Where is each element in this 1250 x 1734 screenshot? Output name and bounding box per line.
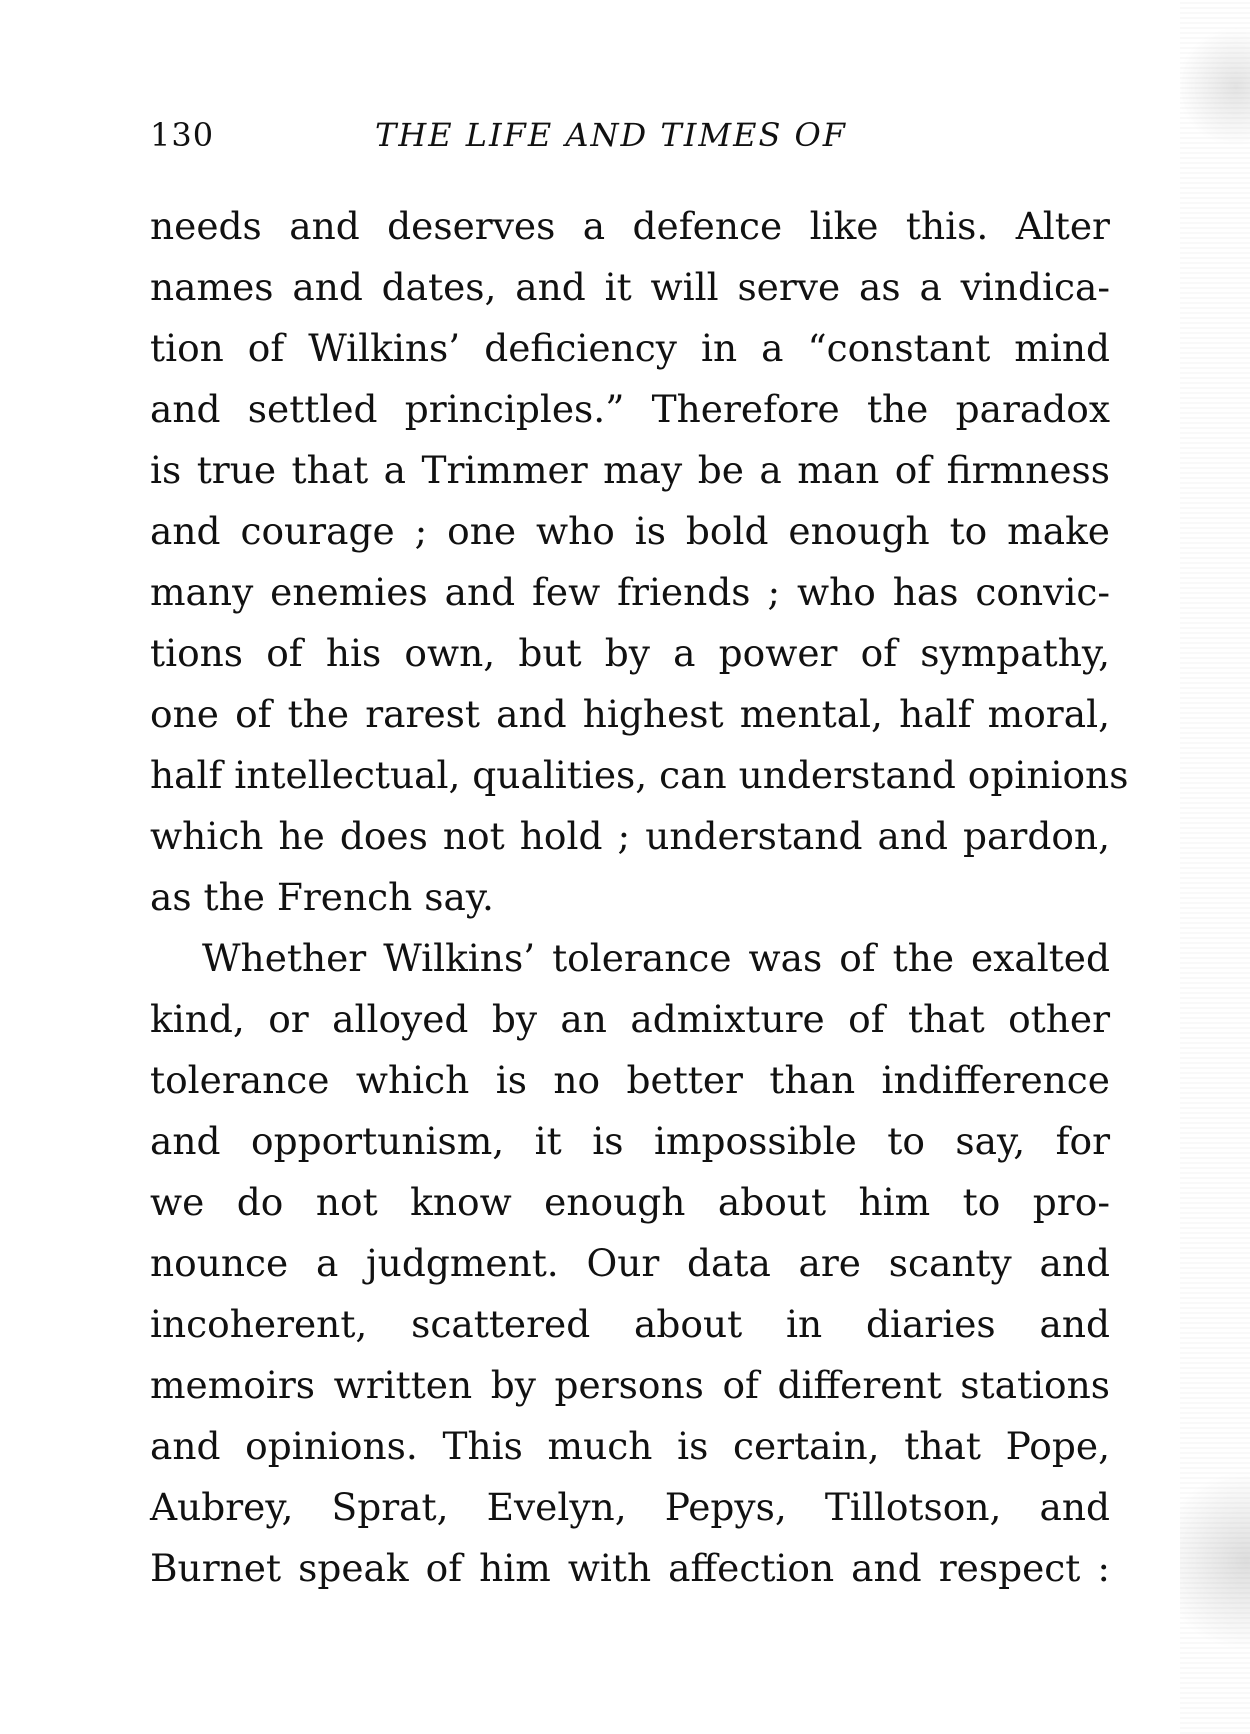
text-line: tions of his own, but by a power of sympathy, bbox=[150, 631, 1110, 675]
text-line: needs and deserves a defence like this. Alter bbox=[150, 204, 1110, 248]
text-line: kind, or alloyed by an admixture of that other bbox=[150, 997, 1110, 1041]
page-header bbox=[150, 116, 1110, 166]
text-line: tion of Wilkins’ deficiency in a “constant mind bbox=[150, 326, 1110, 370]
page-edge-shadow bbox=[1180, 0, 1250, 1734]
text-line: we do not know enough about him to pro- bbox=[150, 1180, 1110, 1224]
text-line: nounce a judgment. Our data are scanty and bbox=[150, 1241, 1110, 1285]
text-line: names and dates, and it will serve as a vindica- bbox=[150, 265, 1110, 309]
page-number: 130 bbox=[150, 116, 215, 154]
text-line: Burnet speak of him with affection and respect : bbox=[150, 1546, 1110, 1590]
text-line: memoirs written by persons of different stations bbox=[150, 1363, 1110, 1407]
text-line: and settled principles.” Therefore the paradox bbox=[150, 387, 1110, 431]
text-line: incoherent, scattered about in diaries and bbox=[150, 1302, 1110, 1346]
text-line: many enemies and few friends ; who has convic- bbox=[150, 570, 1110, 614]
text-line: and opportunism, it is impossible to say, for bbox=[150, 1119, 1110, 1163]
text-line: Whether Wilkins’ tolerance was of the exalted bbox=[202, 936, 1110, 980]
text-line: tolerance which is no better than indifference bbox=[150, 1058, 1110, 1102]
paragraph-1 bbox=[150, 196, 1129, 928]
running-head: THE LIFE AND TIMES OF bbox=[375, 116, 847, 154]
text-line: is true that a Trimmer may be a man of firmness bbox=[150, 448, 1110, 492]
paragraph-2 bbox=[150, 928, 1110, 1599]
text-line: and opinions. This much is certain, that Pope, bbox=[150, 1424, 1110, 1468]
text-line: one of the rarest and highest mental, half moral, bbox=[150, 692, 1110, 736]
body-text bbox=[150, 196, 1129, 1599]
text-line: half intellectual, qualities, can understand opinions bbox=[150, 753, 1129, 797]
text-line: as the French say. bbox=[150, 875, 494, 919]
text-line: and courage ; one who is bold enough to make bbox=[150, 509, 1110, 553]
text-line: which he does not hold ; understand and pardon, bbox=[150, 814, 1110, 858]
text-line: Aubrey, Sprat, Evelyn, Pepys, Tillotson, and bbox=[150, 1485, 1110, 1529]
